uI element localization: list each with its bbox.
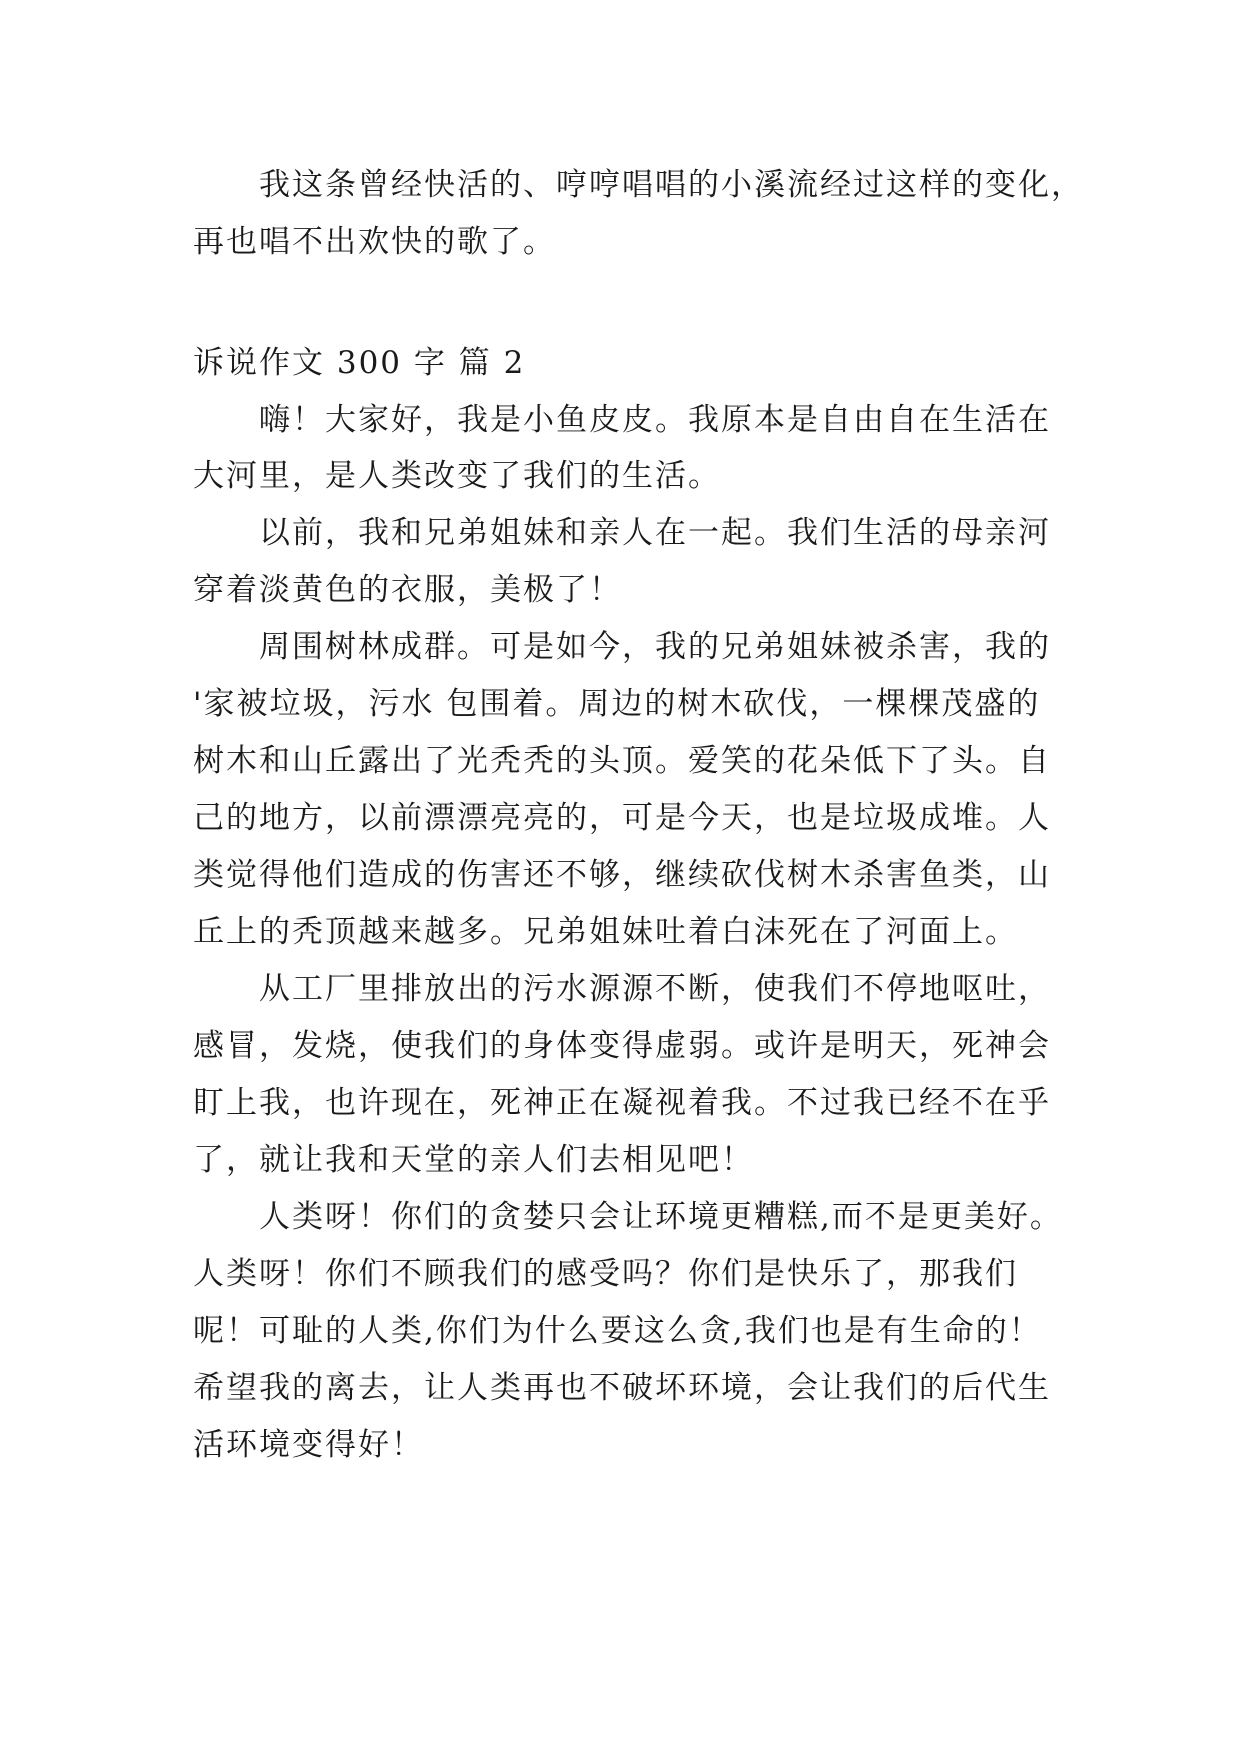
paragraph-line: 以前，我和兄弟姐妹和亲人在一起。我们生活的母亲河 (193, 515, 1051, 551)
paragraph-line: 己的地方，以前漂漂亮亮的，可是今天，也是垃圾成堆。人 (193, 800, 1051, 836)
paragraph-line: 盯上我，也许现在，死神正在凝视着我。不过我已经不在乎 (193, 1085, 1051, 1121)
paragraph-line: 类觉得他们造成的伤害还不够，继续砍伐树木杀害鱼类，山 (193, 857, 1051, 893)
paragraph-line: 树木和山丘露出了光秃秃的头顶。爱笑的花朵低下了头。自 (193, 743, 1051, 779)
paragraph-line: 感冒，发烧，使我们的身体变得虚弱。或许是明天，死神会 (193, 1028, 1051, 1064)
paragraph-line: 嗨！大家好，我是小鱼皮皮。我原本是自由自在生活在 (193, 402, 1051, 438)
paragraph-line: 我这条曾经快活的、哼哼唱唱的小溪流经过这样的变化， (193, 167, 1084, 203)
paragraph-line: 大河里，是人类改变了我们的生活。 (193, 458, 721, 494)
paragraph-line: 了，就让我和天堂的亲人们去相见吧！ (193, 1142, 754, 1178)
paragraph-line: 周围树林成群。可是如今，我的兄弟姐妹被杀害，我的 (193, 629, 1051, 665)
paragraph-line: 人类呀！你们的贪婪只会让环境更糟糕,而不是更美好。 (193, 1199, 1063, 1235)
paragraph-line: 呢！可耻的人类,你们为什么要这么贪,我们也是有生命的！ (193, 1313, 1042, 1349)
paragraph-line: 从工厂里排放出的污水源源不断，使我们不停地呕吐， (193, 971, 1051, 1007)
paragraph-line: 人类呀！你们不顾我们的感受吗？你们是快乐了，那我们 (193, 1256, 1018, 1292)
paragraph-line: 穿着淡黄色的衣服，美极了！ (193, 572, 622, 608)
paragraph-line: 再也唱不出欢快的歌了。 (193, 224, 556, 260)
paragraph-line: 希望我的离去，让人类再也不破坏环境，会让我们的后代生 (193, 1370, 1051, 1406)
paragraph-line: 丘上的秃顶越来越多。兄弟姐妹吐着白沫死在了河面上。 (193, 914, 1018, 950)
section-heading: 诉说作文 300 字 篇 2 (193, 345, 526, 381)
paragraph-line: 活环境变得好！ (193, 1427, 424, 1463)
paragraph-line: '家被垃圾，污水 包围着。周边的树木砍伐，一棵棵茂盛的 (193, 686, 1041, 722)
